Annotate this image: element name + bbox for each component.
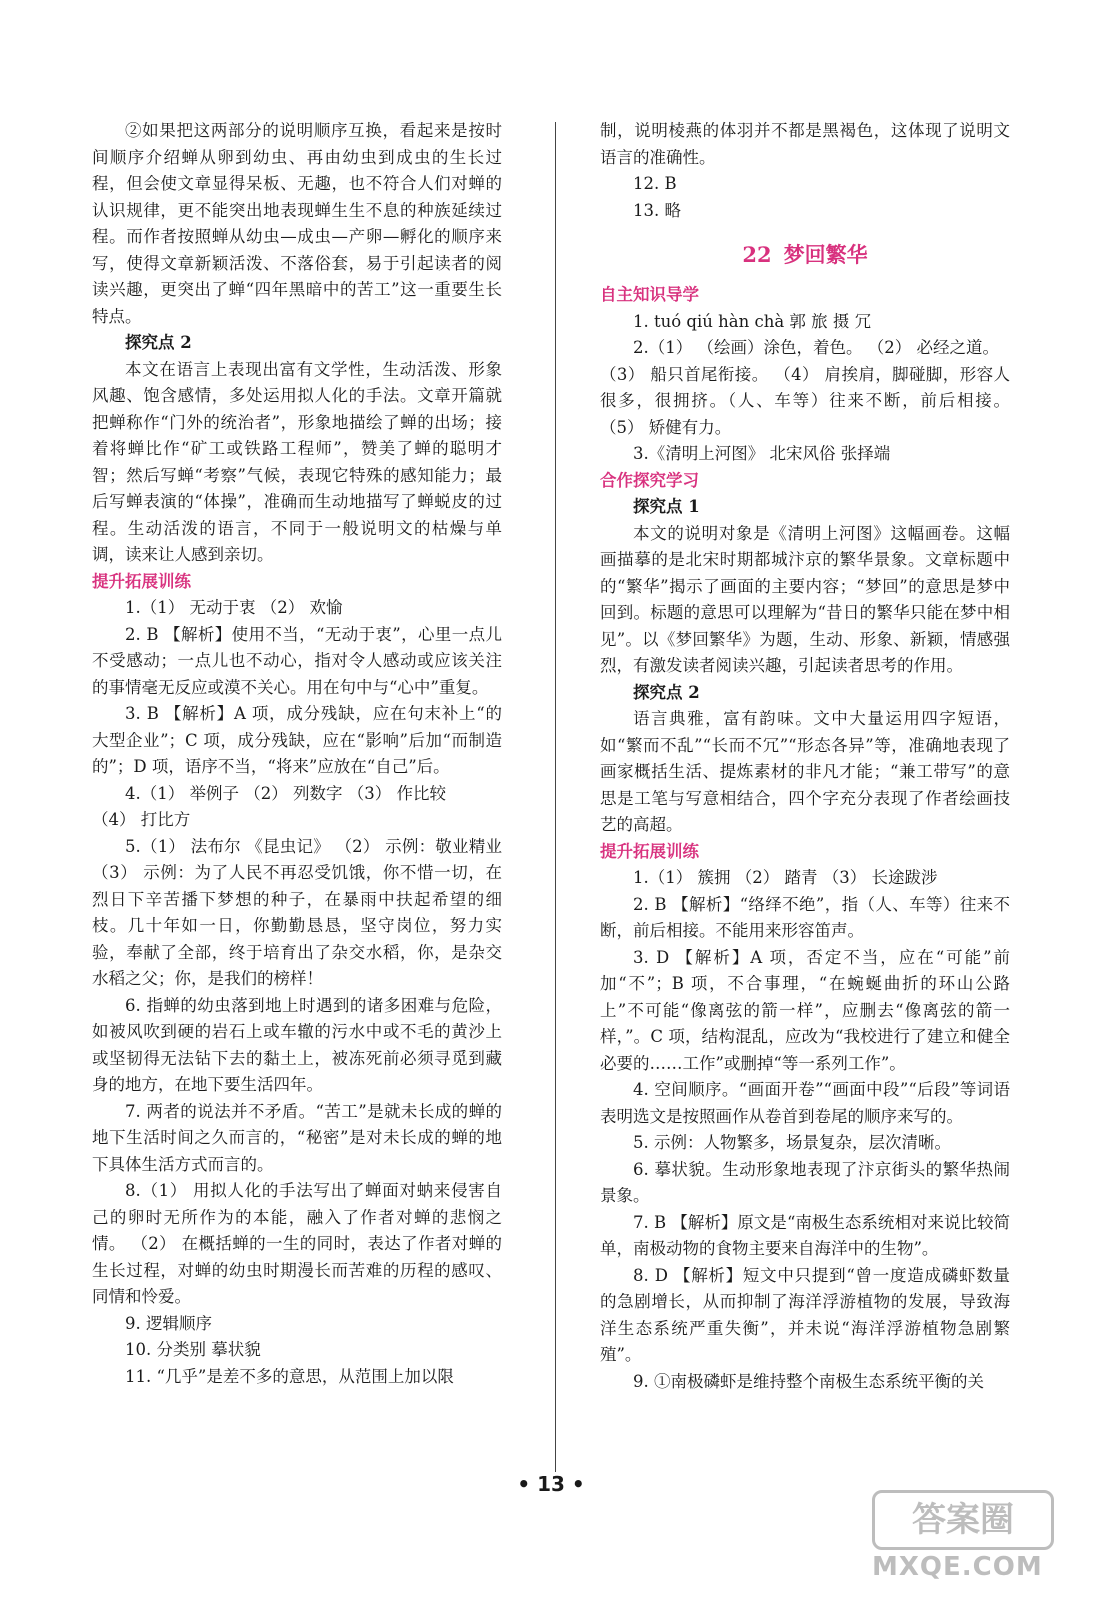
answer-paragraph: ②如果把这两部分的说明顺序互换，看起来是按时间顺序介绍蝉从卵到幼虫、再由幼虫到成虫的生长过程，但会使文章显得呆板、无趣，也不符合人们对蝉的认识规律，更不能突出地表现蝉生生不息的种族延续过程。而作者按照蝉从幼虫—成虫—产卵—孵化的顺序来写，使得文章新颖活泼、不落俗套，易于引起读者的阅读兴趣，更突出了蝉“四年黑暗中的苦工”这一重要生长特点。 bbox=[92, 121, 502, 326]
answer-paragraph: 8. D 【解析】短文中只提到“曾一度造成磷虾数量的急剧增长，从而抑制了海洋浮游植物的发展，导致海洋生态系统严重失衡”，并未说“海洋浮游植物急剧繁殖”。 bbox=[600, 1265, 1010, 1364]
answer-paragraph: 5. 示例：人物繁多，场景复杂，层次清晰。 bbox=[633, 1133, 951, 1152]
section-heading: 提升拓展训练 bbox=[92, 571, 191, 591]
answer-paragraph: 1.（1） 无动于衷 （2） 欢愉 bbox=[125, 598, 343, 617]
answer-paragraph: 6. 摹状貌。生动形象地表现了汴京街头的繁华热闹景象。 bbox=[600, 1159, 1010, 1205]
answer-paragraph: 2. B 【解析】使用不当，“无动于衷”，心里一点儿不受感动；一点儿也不动心，指对令人感动或应该关注的事情毫无反应或漠不关心。用在句中与“心中”重复。 bbox=[92, 624, 502, 697]
answer-paragraph: 6. 指蝉的幼虫落到地上时遇到的诸多困难与危险，如被风吹到硬的岩石上或车辙的污水中或不毛的黄沙上或坚韧得无法钻下去的黏土上，被冻死前必须寻觅到藏身的地方，在地下要生活四年。 bbox=[92, 995, 502, 1094]
answer-paragraph: 语言典雅，富有韵味。文中大量运用四字短语，如“繁而不乱”“长而不冗”“形态各异”等，准确地表现了画家概括生活、提炼素材的非凡才能；“兼工带写”的意思是工笔与写意相结合，四个字充分表现了作者绘画技艺的高超。 bbox=[600, 709, 1010, 834]
answer-paragraph: 9. 逻辑顺序 bbox=[125, 1313, 212, 1333]
answer-paragraph: 1.（1） 簇拥 （2） 踏青 （3） 长途跋涉 bbox=[633, 868, 938, 887]
answer-paragraph: 5.（1） 法布尔 《昆虫记》 （2） 示例：敬业精业 （3） 示例：为了人民不再忍受饥饿，你不惜一切，在烈日下辛苦播下梦想的种子，在暴雨中扶起希望的细枝。几十年如一日，你勤勤恳恳，坚守岗位，努力实验，奉献了全部，终于培育出了杂交水稻，你，是杂交水稻之父；你，是我们的榜样！ bbox=[92, 836, 502, 988]
answer-paragraph: 3. B 【解析】A 项，成分残缺，应在句末补上“的大型企业”；C 项，成分残缺，应在“影响”后加“而制造的”；D 项，语序不当，“将来”应放在“自己”后。 bbox=[92, 704, 502, 776]
chapter-title: 梦回繁华 bbox=[783, 242, 868, 267]
answer-paragraph: 3. D 【解析】A 项，否定不当，应在“可能”前加“不”；B 项，不合事理，“在蜿蜒曲折的环山公路上”不可能“像离弦的箭一样”，应删去“像离弦的箭一样，”。C 项，结构混乱，应改为“我校进行了建立和健全必要的……工作”或删掉“等一系列工作”。 bbox=[600, 947, 1010, 1073]
answer-paragraph: 2.（1） （绘画）涂色，着色。 （2） 必经之道。 bbox=[633, 338, 999, 357]
answer-paragraph: 制，说明棱燕的体羽并不都是黑褐色，这体现了说明文语言的准确性。 bbox=[600, 121, 1010, 167]
answer-paragraph: 4. 空间顺序。“画面开卷”“画面中段”“后段”等词语表明选文是按照画作从卷首到卷尾的顺序来写的。 bbox=[600, 1080, 1010, 1126]
answer-paragraph: 4.（1） 举例子 （2） 列数字 （3） 作比较 bbox=[125, 783, 446, 803]
answer-paragraph: 1. tuó qiú hàn chà 郭 旅 摄 冗 bbox=[633, 311, 872, 331]
watermark bbox=[872, 1490, 1072, 1586]
answer-paragraph: 9. ①南极磷虾是维持整个南极生态系统平衡的关 bbox=[633, 1371, 984, 1391]
answer-paragraph: （3） 船只首尾衔接。 （4） 肩挨肩，脚碰脚，形容人很多，很拥挤。（人、车等）往来不断，前后相接。 （5） 矫健有力。 bbox=[600, 364, 1010, 437]
page-number: • 13 • bbox=[517, 1472, 585, 1496]
answer-paragraph: （4） 打比方 bbox=[92, 810, 191, 829]
watermark-site: MXQE.COM bbox=[872, 1552, 1043, 1582]
section-heading: 合作探究学习 bbox=[600, 470, 699, 490]
answer-paragraph: 3.《清明上河图》 北宋风俗 张择端 bbox=[633, 444, 891, 463]
section-heading: 提升拓展训练 bbox=[600, 841, 699, 861]
answer-paragraph: 7. 两者的说法并不矛盾。“苦工”是就未长成的蝉的地下生活时间之久而言的，“秘密”是对未长成的蝉的地下具体生活方式而言的。 bbox=[92, 1101, 502, 1174]
answer-paragraph: 13. 略 bbox=[633, 200, 681, 220]
answer-paragraph: 11. “几乎”是差不多的意思，从范围上加以限 bbox=[125, 1366, 454, 1386]
answer-paragraph: 本文的说明对象是《清明上河图》这幅画卷。这幅画描摹的是北宋时期都城汴京的繁华景象。文章标题中的“繁华”揭示了画面的主要内容；“梦回”的意思是梦中回到。标题的意思可以理解为“昔日的繁华只能在梦中相见”。以《梦回繁华》为题，生动、形象、新颖，情感强烈，有激发读者阅读兴趣，引起读者思考的作用。 bbox=[600, 523, 1010, 675]
inquiry-point-label: 探究点 2 bbox=[125, 333, 192, 352]
inquiry-point-label: 探究点 1 bbox=[633, 497, 700, 516]
column-divider bbox=[555, 122, 556, 1472]
answer-paragraph: 8.（1） 用拟人化的手法写出了蝉面对蚋来侵害自己的卵时无所作为的本能，融入了作者对蝉的悲悯之情。 （2） 在概括蝉的一生的同时，表达了作者对蝉的生长过程，对蝉的幼虫时期漫长而苦难的历程的感叹、同情和怜爱。 bbox=[92, 1181, 502, 1306]
answer-paragraph: 本文在语言上表现出富有文学性，生动活泼、形象风趣、饱含感情，多处运用拟人化的手法。文章开篇就把蝉称作“门外的统治者”，形象地描绘了蝉的出场；接着将蝉比作“矿工或铁路工程师”，赞美了蝉的聪明才智；然后写蝉“考察”气候，表现它特殊的感知能力；最后写蝉表演的“体操”，准确而生动地描写了蝉蜕皮的过程。生动活泼的语言，不同于一般说明文的枯燥与单调，读来让人感到亲切。 bbox=[92, 359, 502, 564]
left-column bbox=[92, 118, 502, 1390]
answer-paragraph: 7. B 【解析】原文是“南极生态系统相对来说比较简单，南极动物的食物主要来自海洋中的生物”。 bbox=[600, 1212, 1010, 1258]
chapter-heading bbox=[600, 238, 1010, 272]
answer-paragraph: 2. B 【解析】“络绎不绝”，指（人、车等）往来不断，前后相接。不能用来形容笛声。 bbox=[600, 894, 1010, 940]
watermark-logo: 答案圈 bbox=[872, 1490, 1054, 1550]
answer-paragraph: 12. B bbox=[633, 174, 677, 193]
answer-paragraph: 10. 分类别 摹状貌 bbox=[125, 1340, 261, 1359]
inquiry-point-label: 探究点 2 bbox=[633, 682, 700, 702]
chapter-number: 22 bbox=[742, 242, 772, 267]
section-heading: 自主知识导学 bbox=[600, 285, 699, 304]
right-column bbox=[600, 118, 1010, 1395]
